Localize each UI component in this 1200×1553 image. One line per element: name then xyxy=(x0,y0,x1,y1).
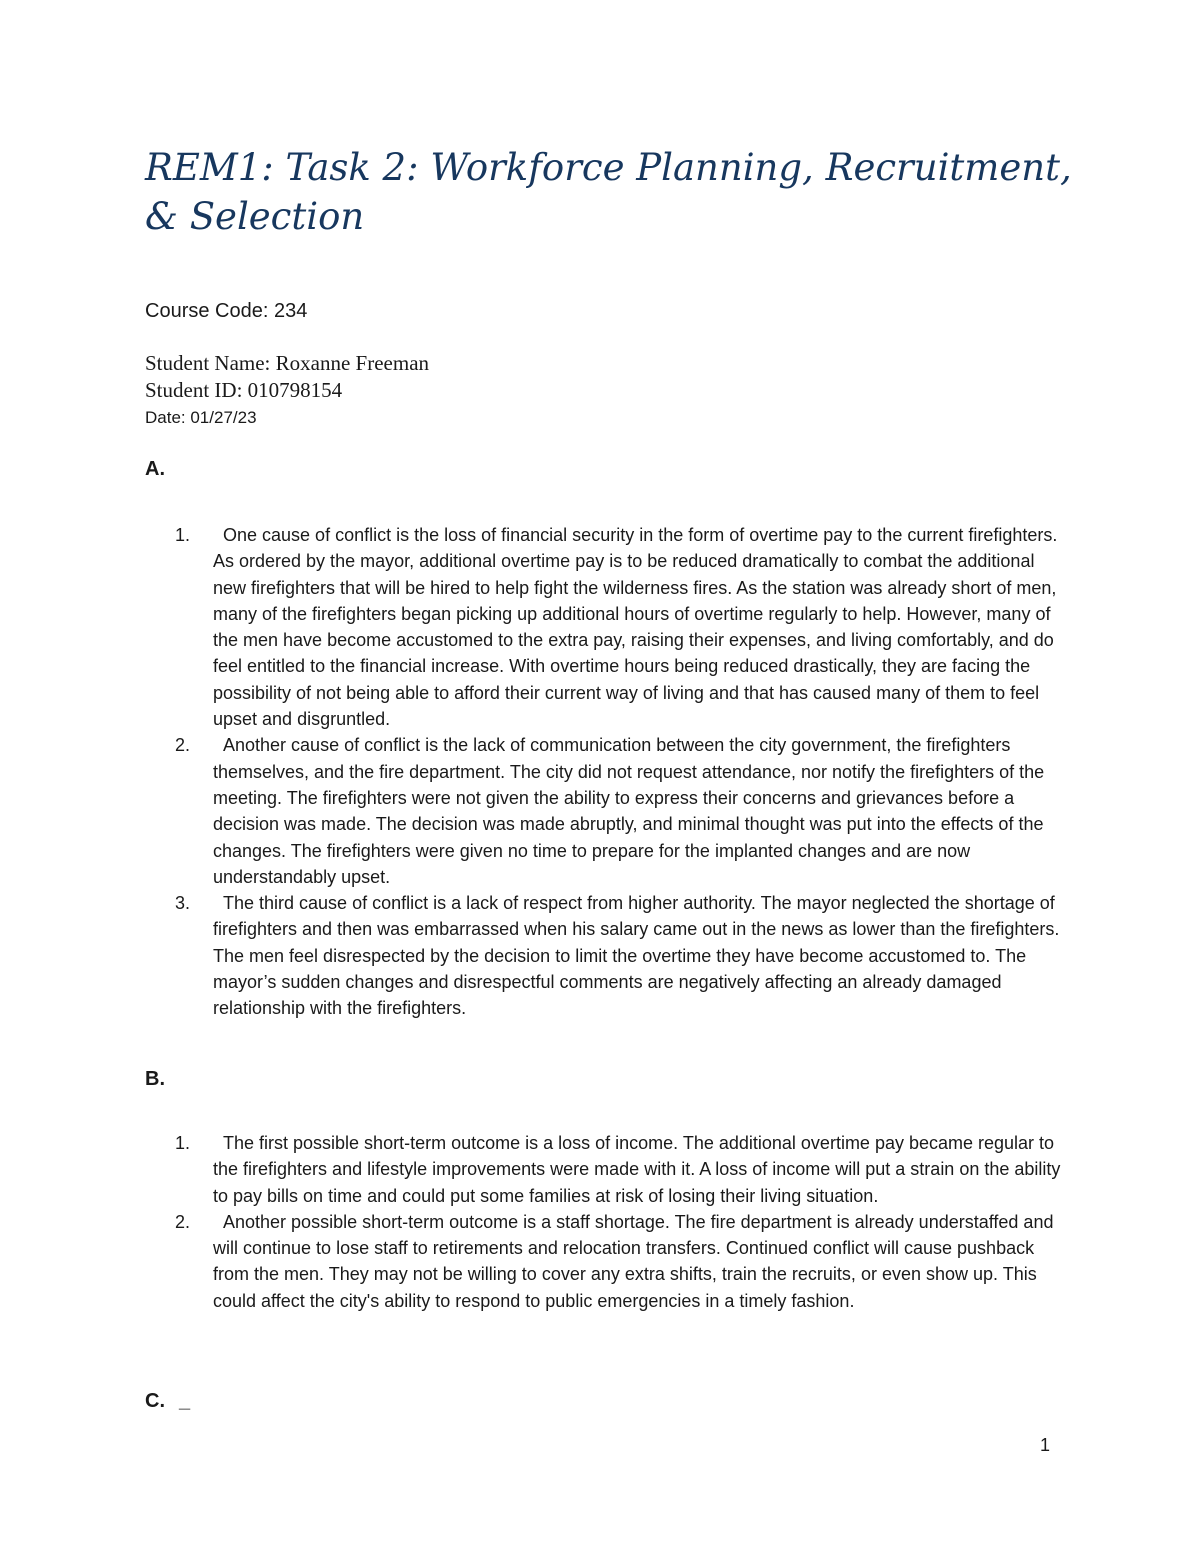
student-id: Student ID: 010798154 xyxy=(145,378,343,402)
list-item-number: 3. xyxy=(175,893,191,914)
course-code: Course Code: 234 xyxy=(145,300,308,322)
list-item-text: Another cause of conflict is the lack of communication between the city government, the firefighters themselves, and the fire department. The city did not request attendance, nor notify the firefighters of the meeting. The firefighters were not given the ability to express their concerns and grievances before a decision was made. The decision was made abruptly, and minimal thought was put into the effects of the changes. The firefighters were given no time to prepare for the implanted changes and are now understandably upset. xyxy=(213,735,1045,887)
document-title: REM1: Task 2: Workforce Planning, Recruitment, & Selection xyxy=(145,146,1072,238)
list-item-number: 1. xyxy=(175,525,191,545)
section-a-list xyxy=(145,522,1065,1022)
student-name: Student Name: Roxanne Freeman xyxy=(145,351,430,375)
list-item xyxy=(145,732,1065,890)
list-item-number: 2. xyxy=(175,735,191,756)
list-item-text: The third cause of conflict is a lack of respect from higher authority. The mayor neglected the shortage of firefighters and then was embarrassed when his salary came out in the news as lower than the firefighters. The men feel disrespected by the decision to limit the overtime they have become accustomed to. The mayor’s sudden changes and disrespectful comments are negatively affecting an already damaged relationship with the firefighters. xyxy=(213,893,1060,1019)
section-c-heading xyxy=(145,1388,190,1414)
list-item-text: Another possible short-term outcome is a staff shortage. The fire department is already understaffed and will continue to lose staff to retirements and relocation transfers. Continued conflict will cause pushback from the men. They may not be willing to cover any extra shifts, train the recruits, or even show up. This could affect the city's ability to respond to public emergencies in a timely fashion. xyxy=(213,1211,1054,1311)
section-c-trailing-mark: _ xyxy=(179,1390,191,1412)
list-item xyxy=(145,522,1065,732)
section-c-label: C. xyxy=(145,1390,165,1412)
page-number: 1 xyxy=(1040,1435,1051,1455)
list-item xyxy=(145,890,1065,1021)
list-item-text: The first possible short-term outcome is a loss of income. The additional overtime pay became regular to the firefighters and lifestyle improvements were made with it. A loss of income will put a strain on the ability to pay bills on time and could put some families at risk of losing their living situation. xyxy=(213,1133,1061,1206)
list-item xyxy=(145,1209,1065,1314)
section-b-list xyxy=(145,1130,1065,1314)
list-item-text: One cause of conflict is the loss of financial security in the form of overtime pay to the current firefighters. As ordered by the mayor, additional overtime pay is to be reduced dramatically to combat the additional new firefighters that will be hired to help fight the wilderness fires. As the station was already short of men, many of the firefighters began picking up additional hours of overtime regularly to help. However, many of the men have become accustomed to the extra pay, raising their expenses, and living comfortably, and do feel entitled to the financial increase. With overtime hours being reduced drastically, they are facing the possibility of not being able to afford their current way of living and that has caused many of them to feel upset and disgruntled. xyxy=(213,525,1058,730)
list-item-number: 2. xyxy=(175,1211,191,1232)
section-a-heading: A. xyxy=(145,458,165,480)
list-item-number: 1. xyxy=(175,1133,191,1153)
document-date: Date: 01/27/23 xyxy=(145,408,257,427)
list-item xyxy=(145,1130,1065,1209)
section-b-heading: B. xyxy=(145,1068,165,1090)
